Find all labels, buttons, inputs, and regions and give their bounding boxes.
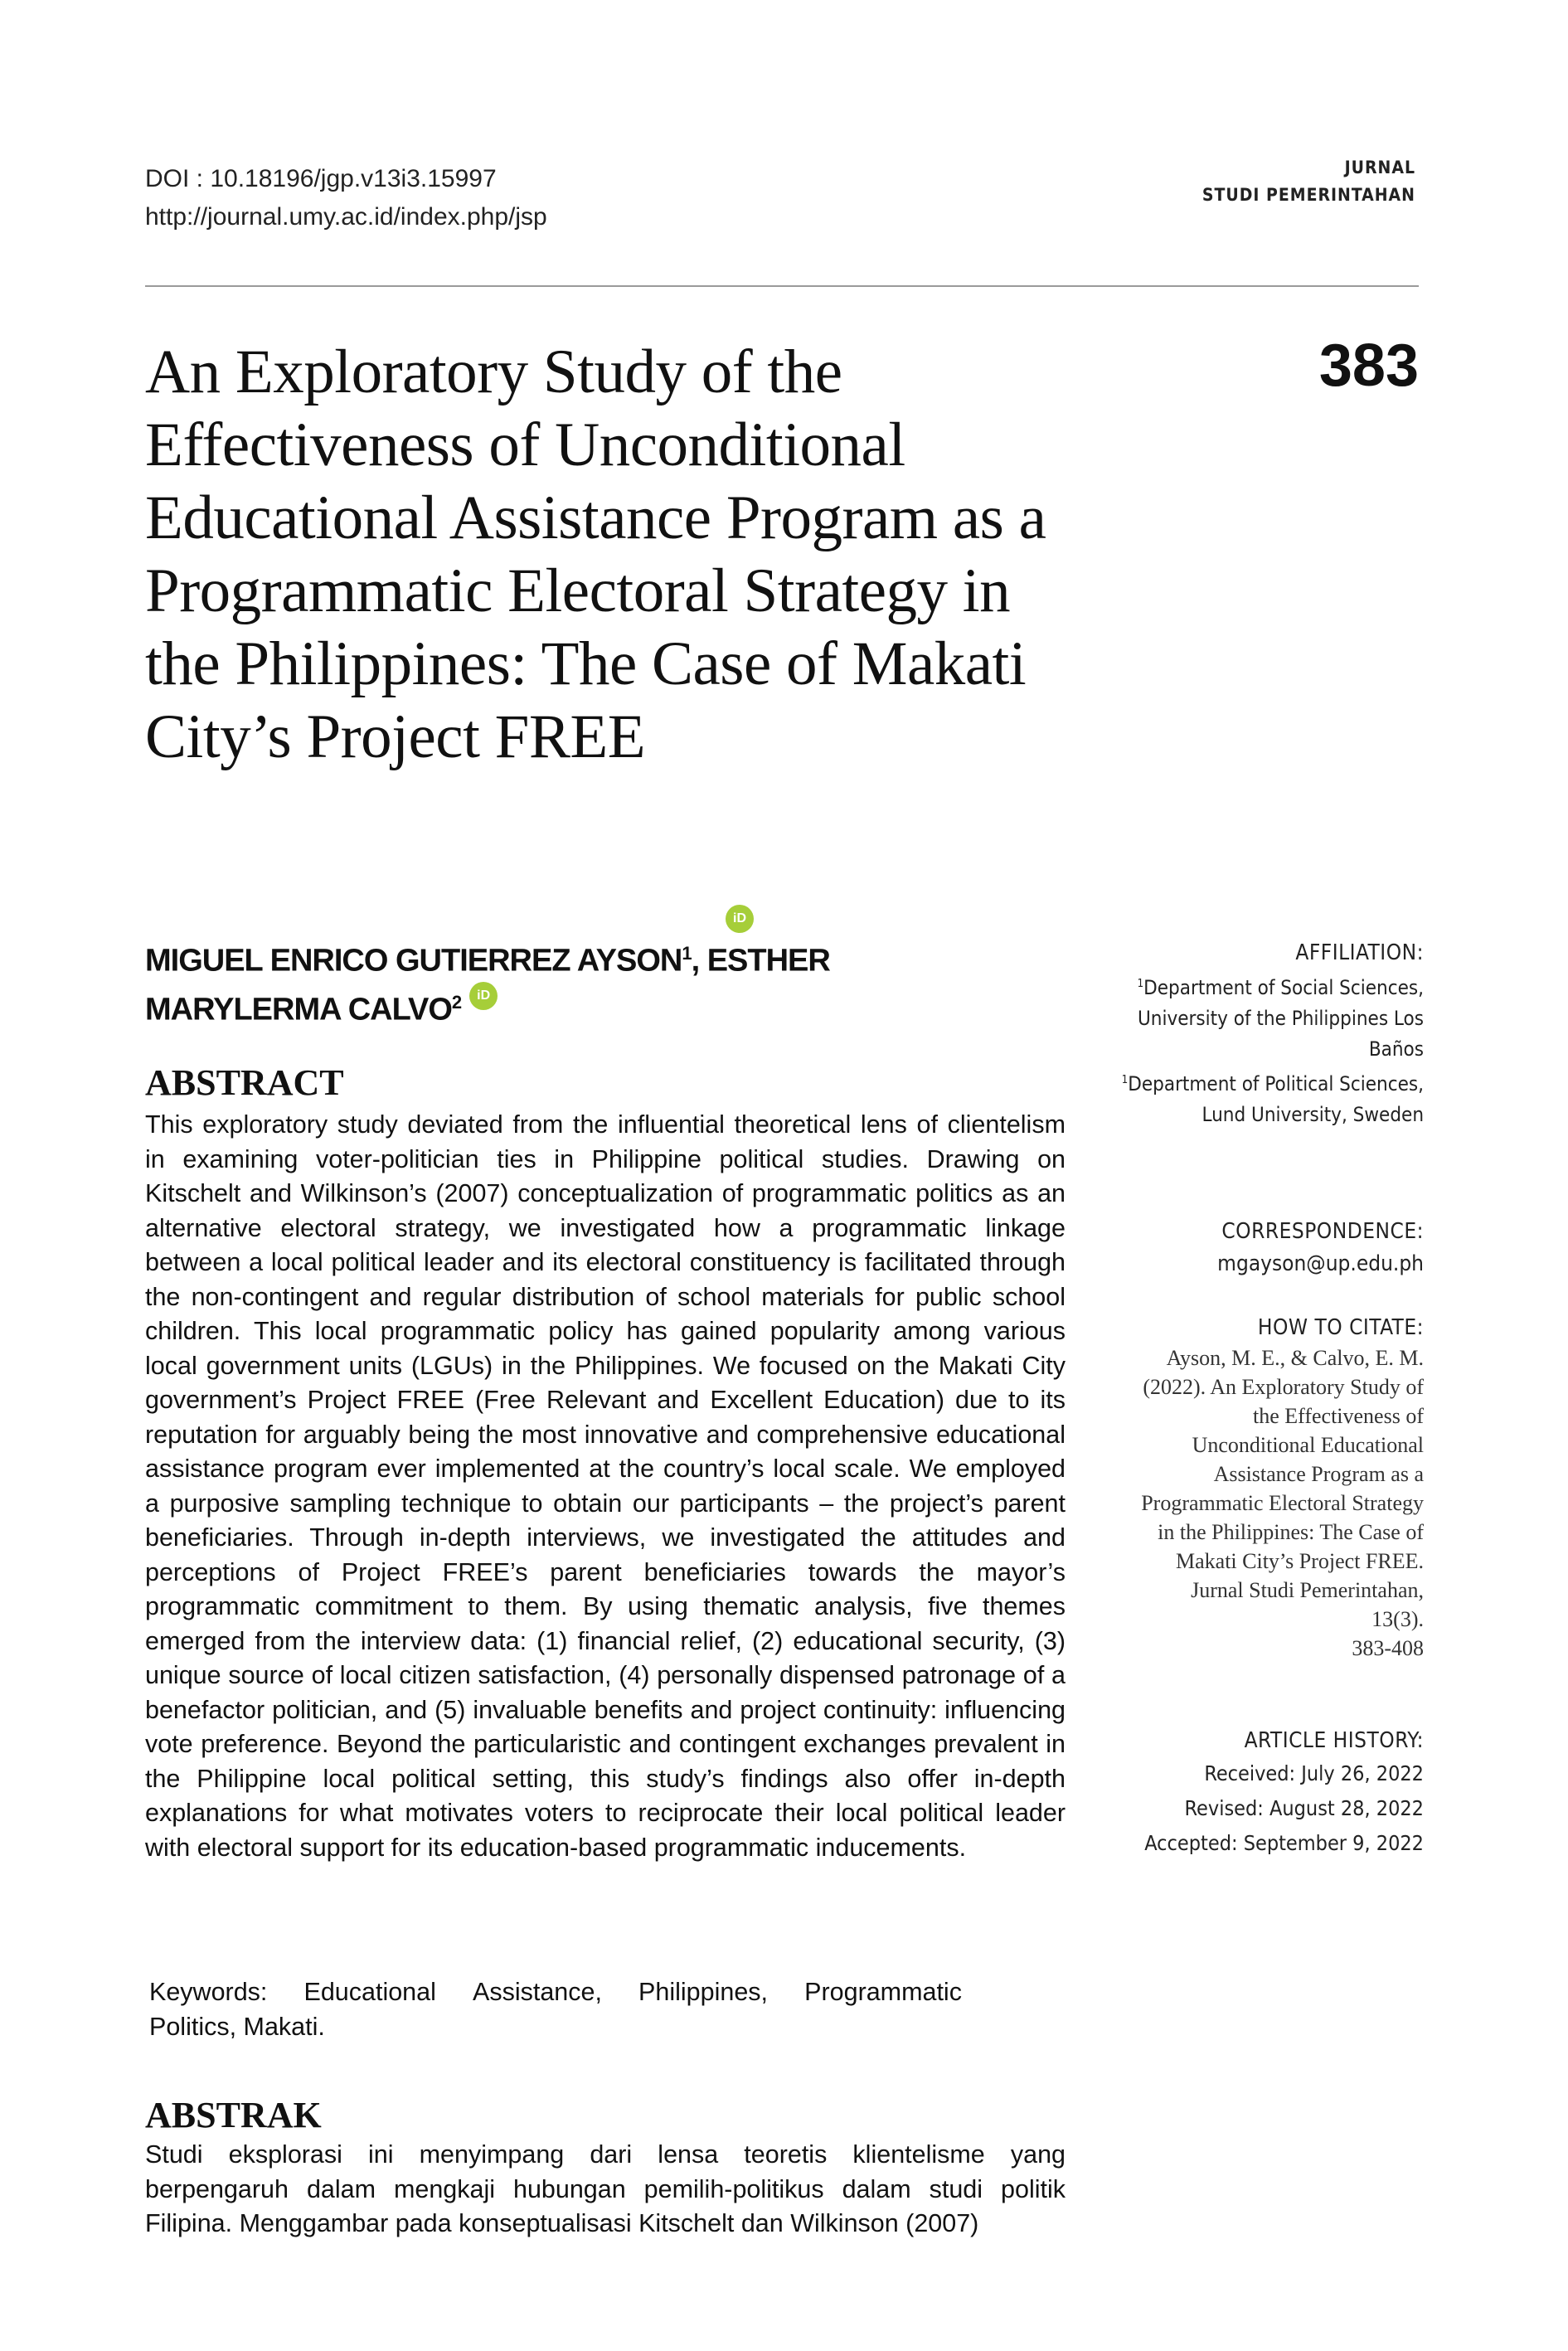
header-divider [145, 285, 1419, 287]
received-date: Received: July 26, 2022 [1204, 1761, 1424, 1785]
keyword: Philippines, [638, 1978, 769, 2006]
author-name: MARYLERMA CALVO [145, 992, 452, 1027]
abstrak-text: Studi eksplorasi ini menyimpang dari lensa teoretis klientelisme yang berpengaruh dalam mengkaji hubungan pemilih-politikus dalam studi politik Filipina. Menggambar pada konseptualisasi Kitschelt dan Wilkinson (2007) [145, 2140, 1066, 2237]
keywords-label: Keywords: [149, 1978, 268, 2006]
correspondence-block [1075, 1216, 1424, 1280]
citation-line: Programmatic Electoral Strategy [1141, 1491, 1424, 1515]
orcid-icon[interactable]: iD [469, 982, 498, 1010]
abstrak-heading: ABSTRAK [145, 2095, 322, 2135]
keyword: Educational [303, 1978, 436, 2006]
doi-block [145, 160, 547, 236]
article-history-label: ARTICLE HISTORY: [1244, 1728, 1424, 1753]
journal-name-line2: STUDI PEMERINTAHAN [1201, 185, 1415, 205]
citation-line: Makati City’s Project FREE. [1176, 1549, 1424, 1573]
affiliation-block [1075, 937, 1424, 1130]
citation-line: Assistance Program as a [1213, 1462, 1424, 1486]
citation-line: in the Philippines: The Case of [1158, 1520, 1424, 1544]
citation-block [1075, 1312, 1424, 1663]
keywords [149, 1975, 962, 2044]
keyword: Assistance, [472, 1978, 602, 2006]
citation-line: Jurnal Studi Pemerintahan, [1191, 1578, 1424, 1602]
affiliation-mark: 1 [1137, 978, 1144, 990]
author-name: MIGUEL ENRICO GUTIERREZ AYSON [145, 943, 682, 979]
orcid-icon[interactable]: iD [726, 905, 754, 933]
citation-line: 383-408 [1352, 1636, 1424, 1660]
citation-text [1075, 1343, 1424, 1663]
keywords-line2: Politics, Makati. [149, 2013, 325, 2041]
correspondence-email[interactable]: mgayson@up.edu.ph [1217, 1251, 1424, 1276]
journal-name [1202, 154, 1415, 209]
citation-label: HOW TO CITATE: [1257, 1315, 1424, 1340]
abstract-heading: ABSTRACT [145, 1062, 344, 1103]
journal-url[interactable]: http://journal.umy.ac.id/index.php/jsp [145, 203, 547, 231]
citation-line: 13(3). [1371, 1607, 1424, 1631]
author-affiliation-mark: 2 [451, 991, 462, 1013]
doi-text: DOI : 10.18196/jgp.v13i3.15997 [145, 165, 497, 192]
affiliation-line: Department of Social Sciences, [1143, 976, 1424, 999]
affiliation-mark: 1 [1121, 1074, 1129, 1086]
article-title: An Exploratory Study of the Effectiveness of Unconditional Educational Assistance Program as a Programmatic Electoral Strategy in the Philippines: The Case of Makati City’s Project FREE [145, 338, 1046, 771]
affiliation-label: AFFILIATION: [1295, 940, 1424, 965]
citation-line: (2022). An Exploratory Study of [1143, 1375, 1424, 1399]
article-history-block [1075, 1725, 1424, 1861]
citation-line: Unconditional Educational [1192, 1433, 1424, 1457]
accepted-date: Accepted: September 9, 2022 [1144, 1831, 1424, 1855]
affiliation-line: Department of Political Sciences, [1128, 1072, 1424, 1095]
citation-line: Ayson, M. E., & Calvo, E. M. [1166, 1346, 1424, 1370]
author-separator: , ESTHER [691, 943, 830, 979]
abstract-text: This exploratory study deviated from the influential theoretical lens of clientelism in examining voter-politician ties in Philippine political studies. Drawing on Kitschelt and Wilkinson’s (2007) conceptualization of programmatic politics as an alternative electoral strategy, we investigated how a programmatic linkage between a local political leader and its electoral constituency is facilitated through the non-contingent and regular distribution of school materials for public school children. This local programmatic policy has gained popularity among various local government units (LGUs) in the Philippines. We focused on the Makati City government’s Project FREE (Free Relevant and Excellent Education) due to its reputation for arguably being the most innovative and comprehensive educational assistance program ever implemented at the country’s local scale. We employed a purposive sampling technique to obtain our participants – the project’s parent beneficiaries. Through in-depth interviews, we investigated the attitudes and perceptions of Project FREE’s parent beneficiaries towards the mayor’s programmatic commitment to them. By using thematic analysis, five themes emerged from the interview data: (1) financial relief, (2) educational security, (3) unique source of local citizen satisfaction, (4) personally dispensed patronage of a benefactor politician, and (5) invaluable benefits and project continuity: influencing vote preference. Beyond the particularistic and contingent exchanges prevalent in the Philippine local political setting, this study’s findings also offer in-depth explanations for what motivates voters to reciprocate their local political leader with electoral support for its education-based programmatic inducements. [145, 1110, 1066, 1862]
affiliation-line: Baños [1368, 1037, 1424, 1061]
keyword: Programmatic [804, 1978, 962, 2006]
revised-date: Revised: August 28, 2022 [1184, 1796, 1424, 1820]
page-number: 383 [1318, 333, 1419, 399]
author-list [145, 911, 1074, 1030]
author-affiliation-mark: 1 [682, 943, 692, 964]
journal-name-line1: JURNAL [1344, 158, 1415, 177]
correspondence-label: CORRESPONDENCE: [1221, 1219, 1424, 1244]
affiliation-line: Lund University, Sweden [1201, 1103, 1424, 1126]
affiliation-line: University of the Philippines Los [1138, 1007, 1424, 1030]
citation-line: the Effectiveness of [1253, 1404, 1424, 1428]
